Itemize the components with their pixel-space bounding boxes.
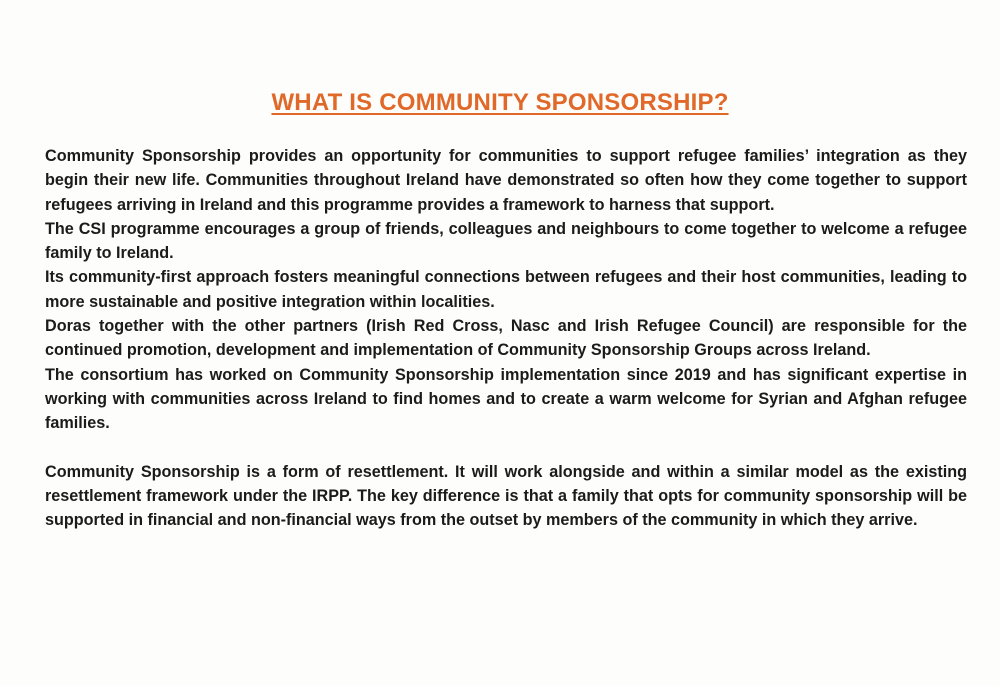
paragraph-partners: Doras together with the other partners (Irish Red Cross, Nasc and Irish Refugee Council) are responsible for the continued promotion, development and implementation of Community Sponsorship Groups across Ireland.: [45, 317, 967, 360]
paragraph-csi-programme: The CSI programme encourages a group of friends, colleagues and neighbours to come together to welcome a refugee family to Ireland.: [45, 219, 967, 263]
document-title: WHAT IS COMMUNITY SPONSORSHIP?: [271, 89, 729, 116]
paragraph-resettlement: Community Sponsorship is a form of resettlement. It will work alongside and within a similar model as the existing resettlement framework under the IRPP. The key difference is that a family that opts for community sponsorship will be supported in financial and non-financial ways from the outset by members of the community in which they arrive.: [45, 462, 967, 530]
paragraph-community-first: Its community-first approach fosters meaningful connections between refugees and their host communities, leading to more sustainable and positive integration within localities.: [45, 268, 967, 311]
document-body: [45, 144, 967, 532]
paragraph-intro: Community Sponsorship provides an opportunity for communities to support refugee families’ integration as they begin their new life. Communities throughout Ireland have demonstrated so often how they come together to support refugees arriving in Ireland and this programme provides a framework to harness that support.: [45, 147, 967, 214]
paragraph-consortium: The consortium has worked on Community Sponsorship implementation since 2019 and has significant expertise in working with communities across Ireland to find homes and to create a warm welcome for Syrian and Afghan refugee families.: [45, 365, 967, 433]
